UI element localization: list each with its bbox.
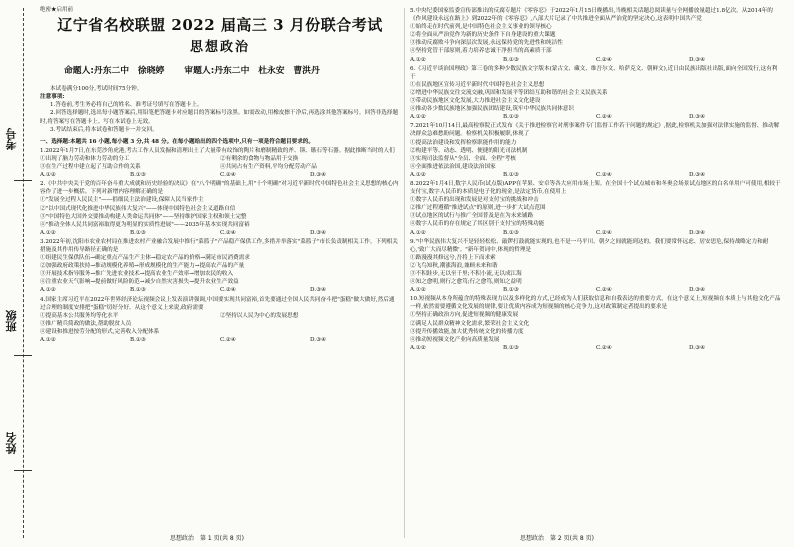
gutter-field-line [14,180,32,181]
statement: ②坚持以人民为中心的发展思想 [220,312,299,319]
choice-a[interactable]: A.①② [410,114,426,121]
choice-d[interactable]: D.③④ [689,344,706,351]
page-divider [404,8,405,538]
statement: ④推动短视频文化产业向高质量发展 [410,336,500,343]
statement: ③带动民族地区文化发展,大力推进社会主义文化建设 [410,98,541,105]
choice-c[interactable]: C.②④ [596,171,612,178]
page-footer-left: 思想政治 第 1 页(共 8 页) [170,535,244,542]
gutter-label-exam-number: 考号 [5,128,18,150]
choice-c[interactable]: C.②④ [220,287,236,294]
choice-d[interactable]: D.③④ [310,172,327,179]
question-9 [410,238,782,295]
answer-choices [40,336,400,344]
choice-b[interactable]: B.①③ [503,56,519,63]
statement: ③推动反腐败斗争向深层次发展,永远保持党的先进性和纯洁性 [410,40,563,47]
answer-choices [410,171,782,179]
choice-a[interactable]: A.①② [40,337,56,343]
choice-b[interactable]: B.①③ [130,229,146,236]
question-10 [410,295,782,352]
choice-d[interactable]: D.③④ [689,229,706,236]
choice-c[interactable]: C.②④ [596,56,612,63]
gutter-field-line [14,470,32,471]
question-stem: 5.中央纪委国家监委宣传部推出的反腐专题片《零容忍》于2022年1月15日晚播出,当晚相关话题总阅读量与全网播放量超过1.8亿次。从2014年的《作风建设永远在路上》到2022年的《零容忍》,八部大片记录了中共推进全面从严治党的坚定决心,这表明中国共产党 [410,8,773,23]
statement: ④数字人民币的存在规定了其区别于支付宝的特殊功能 [410,221,545,228]
section-heading: 一、选择题:本题共 16 小题,每小题 3 分,共 48 分。在每小题给出的四个选项中,只有一项是符合题目要求的。 [40,138,314,145]
answer-choices [40,229,400,237]
gutter-field-line [14,355,32,356]
choice-d[interactable]: D.③④ [689,114,706,121]
choice-b[interactable]: B.①③ [130,337,146,343]
statement: ④注重农业天气影响→提前做好风险防范→减少自然灾害损失→提升农业生产效益 [40,279,239,286]
authors-line [64,67,400,75]
statement: ①出现了脑力劳动和体力劳动的分工 [40,155,130,162]
answer-choices [40,286,400,294]
choice-c[interactable]: C.②④ [220,337,236,343]
answer-choices [410,286,782,294]
page-footer-right: 思想政治 第 2 页(共 8 页) [520,535,594,542]
choice-d[interactable]: D.③④ [689,56,706,63]
choice-b[interactable]: B.①③ [503,287,519,294]
statement: ①数字人民币的出现和发展是对支付宝的挑战和冲击 [410,197,539,204]
choice-a[interactable]: A.①② [410,287,426,294]
question-6 [410,65,782,122]
statement: ②增进中华民族交往交流交融,巩固和发展平等团结互助和谐的社会主义民族关系 [410,89,608,96]
statement: ④"推动全体人民共同富裕取得更为明显的实质性进展"——2035年基本实现共同富裕 [40,221,250,228]
answer-choices [410,229,782,237]
choice-c[interactable]: C.②④ [596,229,612,236]
gutter-label-class: 班级 [5,310,18,332]
statement: ①提高法治建设和发挥检察职能作用的能力 [410,139,517,146]
gutter-dashed-line [23,8,24,538]
question-3 [40,238,400,295]
question-2 [40,180,400,237]
statement: ③在生产过程中建立起了互助合作的关系 [40,164,141,171]
answer-choices [410,344,782,352]
statement: ①路漫漫其修远兮,吾将上下而求索 [410,254,496,261]
statement: ④全面推进依法治国,建设法治国家 [410,163,496,170]
left-page [40,6,400,344]
choice-c[interactable]: C.②④ [220,229,236,236]
exam-intro: 本试卷满分100分,考试时间75分钟。 [50,86,143,93]
statement: ③不积跬步,无以至千里;不积小流,无以成江海 [410,271,522,277]
statement: ①组建民生保供队伍→确定重点产品生产主体→稳定农产品的价格→满足市民消费需求 [40,255,250,262]
choice-c[interactable]: C.②④ [596,344,612,351]
question-stem: 3.2022年初,沈阳市农业农村局在推进农村产业融合发展中推行"菜篮子"产品稳产保供工作,多措并举落实"菜篮子"市长负责制相关工作。下列相关措施及其作用传导路径正确的是 [40,238,398,253]
notice-item: 3.考试结束后,将本试卷和答题卡一并交回。 [50,126,158,133]
choice-b[interactable]: B.①③ [130,172,146,179]
statement: ②构建平等、动态、透明、便捷的阳光司法机制 [410,147,528,154]
question-5 [410,7,782,64]
notice-heading: 注意事项: [40,94,65,101]
reviewer: 审题人:丹东二中 杜永安 曹洪丹 [184,66,320,77]
choice-b[interactable]: B.①③ [503,229,519,236]
choice-b[interactable]: B.①③ [503,114,519,121]
statement: ③开展技术指导服务→推广先进农业技术→提高农业生产效率→增加农民的收入 [40,271,234,278]
choice-b[interactable]: B.①③ [130,287,146,294]
choice-a[interactable]: A.①② [410,56,426,63]
statement: ④建设和推进按劳分配的形式,完善收入分配体系 [40,328,160,335]
statement-list [40,155,400,171]
binding-gutter [0,0,36,547]
statement: ④共同占有生产资料,平均分配劳动产品 [220,164,317,171]
statement: ②推广过程遵循"推进试点"的原则,进一步扩大试点范围 [410,205,546,212]
question-stem: 2.《中共中央关于党的百年奋斗重大成就和历史经验的决议》在"八个明确"的基础上,用"十个明确"对习近平新时代中国特色社会主义思想的核心内容作了进一步概括。下列对新增内容理解正确的是 [40,181,399,196]
choice-a[interactable]: A.①② [410,171,426,178]
statement: ②飞鸟知秋,潮涨海浪,兼顾未来和谐 [410,262,498,269]
proposer: 命题人:丹东二中 徐晓婷 [64,66,165,77]
statement: ④推动各少数民族地区加强民族团结建设,筑牢中华民族共同体意识 [410,106,574,113]
question-stem: 6.《习近平谈治国理政》第三卷的多种少数民族文字版本(蒙古文、藏文、维吾尔文、哈萨克文、朝鲜文),近日由民族出版社出版,面向全国发行,这有利于 [410,65,778,80]
statement: ①坚持正确政治方向,促进短视频的健康发展 [410,312,519,319]
choice-d[interactable]: D.③④ [310,229,327,236]
statement: ①在民族地区宣传习近平新时代中国特色社会主义思想 [410,81,545,88]
statement: ①"发展全过程人民民主"——捐细民主法治建设,保障人民当家作主 [40,197,204,204]
question-stem: 10.短视频从本身所蕴含的特殊表现力以及多样化的方式,已经成为人们获取信息和自我表达的重要方式。在这个意义上,短视频在本质上与其他文化产品一样,依然需要遵循文化发展的规律,要让优质内容成为短视频的核心竞争力,这对政策制定者提出的要求是 [410,296,781,311]
choice-c[interactable]: C.②④ [596,287,612,294]
answer-choices [40,171,400,179]
answer-choices [410,113,782,121]
statement: ③实现司法监督从"全员、全面、全程"考核 [410,155,516,162]
statement: ③推广精兵简政的做法,帮助脱贫人员 [40,320,132,327]
question-stem: 7.2021年10月14日,最高检察院正式发布《关于推进检察官对刑事案件专门监督工作若干问题的规定》,据此,检察机关加强对法律实施的监督、推动解决群众急难愁盼问题。检察机关积极履职,体现了 [410,123,780,138]
question-stem: 4.国家主席习近平在2022年世界经济论坛视频会议上发表演讲强调,中国要实现共同富裕,首先要通过全国人民共同奋斗把"蛋糕"做大做好,然后通过合理的制度安排把"蛋糕"切好分好。从这个意义上来说,政府需要 [40,296,395,311]
statement: ②有剩余的食物与物品用于交换 [220,155,299,162]
choice-a[interactable]: A.①② [410,344,426,351]
choice-b[interactable]: B.①③ [503,344,519,351]
statement: ④知之愈明,则行之愈笃;行之愈笃,则知之益明 [410,279,522,286]
choice-b[interactable]: B.①③ [503,171,519,178]
question-stem: 9."中华民族伟大复兴不是轻轻松松、敲锣打鼓就能实现的,也不是一马平川、朝夕之间就能到达的。我们要常怀远虑、居安思危,保持战略定力和耐心,'致广大而尽精微'。"新年贺词中,体现的哲理是 [410,238,769,253]
choice-d[interactable]: D.③④ [310,287,327,294]
statement: ③"中国特色大国外交要推动构建人类命运共同体"——坚持维护国家主权和领土完整 [40,213,247,220]
statement: ②加强政府政策扶持→推动规模化养殖→形成规模化的生产能力→提高农产品的产量 [40,263,245,270]
choice-d[interactable]: D.③④ [310,337,327,343]
question-stem: 1.2022年1月7日,在东莞沙角虎港,考古工作人员发掘和清理出土了大量带有纹饰的陶片和磨制精致的斧、锛、镞石等石器。据此推断当时的人们 [40,147,395,154]
question-4 [40,296,400,345]
statement: ②"以中国式现代化推进中华民族伟大复兴"——体现中国特色社会主义道路自信 [40,205,236,212]
statement: ②将全面从严治党作为新的历史条件下自身建设的重大课题 [410,32,556,39]
choice-a[interactable]: A.①② [410,229,426,236]
answer-choices [410,56,782,64]
statement-list [40,312,400,320]
secret-mark: 绝密★启用前 [40,7,74,13]
choice-d[interactable]: D.③④ [689,287,706,294]
choice-c[interactable]: C.②④ [596,114,612,121]
statement: ②满足人民群众精神文化需求,繁荣社会主义文化 [410,320,530,327]
choice-d[interactable]: D.③④ [689,171,706,178]
question-stem: 8.2022年1月4日,数字人民币(试点版)APP在苹果、安卓等各大应用市场上架。在全国十个试点城市和冬奥会场景试点地区的白名单用户可使用,相较于支付宝,数字人民币的本质是电子化的现金,是法定货币,在使用上 [410,180,781,196]
choice-a[interactable]: A.①② [40,287,56,294]
right-page [410,6,782,352]
question-7 [410,122,782,179]
subject-title: 思想政治 [189,40,250,56]
gutter-label-name: 姓名 [5,432,18,454]
notice-item: 2.回答选择题时,选出每小题答案后,用铅笔把答题卡对应题目的答案标号涂黑。如需改动,用橡皮擦干净后,再选涂其他答案标号。回答非选择题时,将答案写在答题卡上。写在本试卷上无效。 [40,110,399,125]
statement: ③提升传播效能,加大优秀传统文化的传播力度 [410,328,524,335]
notice-item: 1.答卷前,考生务必将自己的姓名、准考证号填写在答题卡上。 [50,102,203,109]
statement: ④坚持党管干部原则,着力培养忠诚干净担当的高素质干部 [410,48,552,55]
choice-a[interactable]: A.①② [40,172,56,179]
choice-a[interactable]: A.①② [40,229,56,236]
choice-c[interactable]: C.②④ [220,172,236,179]
statement: ①始终走在时代前列,是中国特色社会主义事业的领导核心 [410,24,552,31]
statement: ③试点地区的试行与推广全国普及是在为未来铺路 [410,213,534,220]
statement: ①提高基本公共服务均等化水平 [40,312,119,319]
question-1 [40,147,400,179]
exam-title: 辽宁省名校联盟 2022 届高三 3 月份联合考试 [57,16,383,35]
question-8 [410,180,782,237]
